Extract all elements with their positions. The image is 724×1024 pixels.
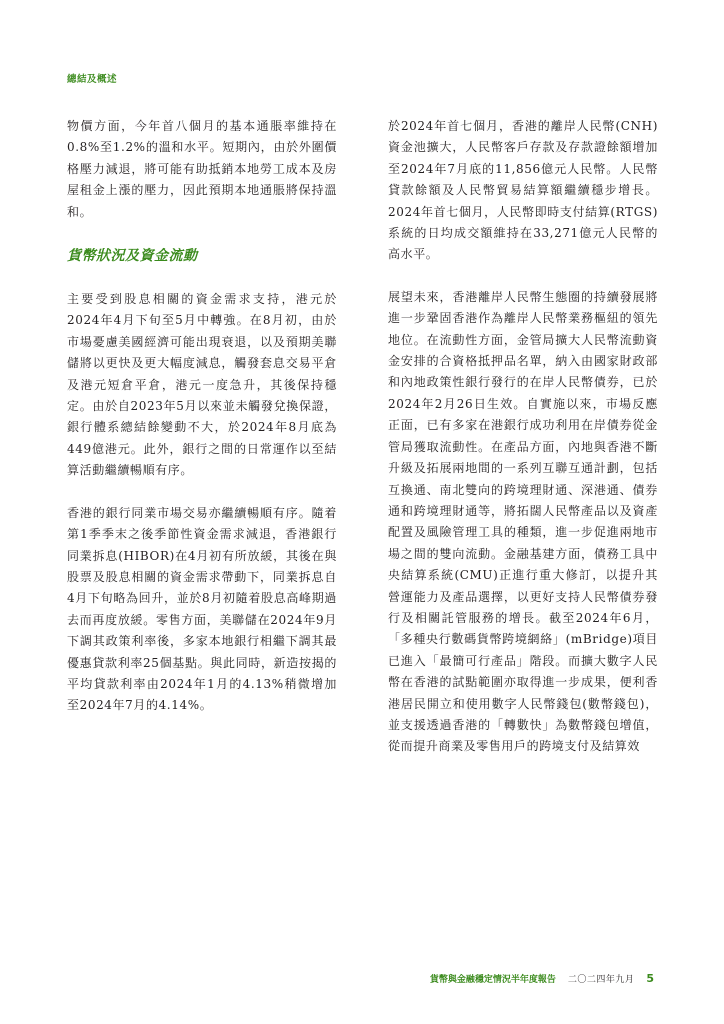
paragraph-cnh-liquidity: 於2024年首七個月，香港的離岸人民幣(CNH)資金池擴大，人民幣客戶存款及存款證餘額增加至2024年7月底的11,856億元人民幣。人民幣貸款餘額及人民幣貿易結算額繼續穩步增長。2024年首七個月，人民幣即時支付結算(RTGS)系統的日均成交額維持在33,271億元人民幣的高水平。 bbox=[388, 119, 658, 262]
section-heading-monetary-conditions: 貨幣狀況及資金流動 bbox=[67, 248, 198, 265]
footer-report-title: 貨幣與金融穩定情況半年度報告 bbox=[429, 975, 556, 985]
paragraph-gap bbox=[67, 482, 337, 503]
right-column bbox=[388, 116, 658, 758]
paragraph-hkd-exchange: 主要受到股息相關的資金需求支持，港元於2024年4月下旬至5月中轉強。在8月初，由於市場憂慮美國經濟可能出現衰退，以及預期美聯儲將以更快及更大幅度減息，觸發套息交易平倉及港元短倉平倉，港元一度急升，其後保持穩定。由於自2023年5月以來並未觸發兌換保證，銀行體系總結餘變動不大，於2024年8月底為449億港元。此外，銀行之間的日常運作以至結算活動繼續暢順有序。 bbox=[67, 292, 337, 478]
paragraph-interbank-market: 香港的銀行同業市場交易亦繼續暢順有序。隨着第1季季末之後季節性資金需求減退，香港銀行同業拆息(HIBOR)在4月初有所放緩，其後在與股票及股息相關的資金需求帶動下，同業拆息自4月下旬略為回升，並於8月初隨着股息高峰期過去而再度放緩。零售方面，美聯儲在2024年9月下調其政策利率後，多家本地銀行相繼下調其最優惠貸款利率25個基點。與此同時，新造按揭的平均貸款利率由2024年1月的4.13%稍微增加至2024年7月的4.14%。 bbox=[67, 505, 337, 713]
page-number: 5 bbox=[646, 972, 654, 985]
paragraph-gap bbox=[67, 223, 337, 244]
paragraph-inflation: 物價方面，今年首八個月的基本通脹率維持在0.8%至1.2%的溫和水平。短期內，由於外圍價格壓力減退，將可能有助抵銷本地勞工成本及房屋租金上漲的壓力，因此預期本地通脹將保持溫和。 bbox=[67, 119, 337, 219]
footer-date: 二〇二四年九月 bbox=[567, 975, 635, 985]
paragraph-rmb-outlook: 展望未來，香港離岸人民幣生態圈的持續發展將進一步鞏固香港作為離岸人民幣業務樞紐的領先地位。在流動性方面，金管局擴大人民幣流動資金安排的合資格抵押品名單，納入由國家財政部和內地政策性銀行發行的在岸人民幣債券，已於2024年2月26日生效。自實施以來，市場反應正面，已有多家在港銀行成功利用在岸債券從金管局獲取流動性。在產品方面，內地與香港不斷升級及拓展兩地間的一系列互聯互通計劃，包括互換通、南北雙向的跨境理財通、深港通、債券通和跨境理財通等，將拓闊人民幣產品以及資產配置及風險管理工具的種類，進一步促進兩地市場之間的雙向流動。金融基建方面，債務工具中央結算系統(CMU)正進行重大修訂，以提升其營運能力及產品選擇，以更好支持人民幣債券發行及相關託管服務的增長。截至2024年6月，「多種央行數碼貨幣跨境網絡」(mBridge)項目已進入「最簡可行產品」階段。而擴大數字人民幣在香港的試點範圍亦取得進一步成果，便利香港居民開立和使用數字人民幣錢包(數幣錢包)，並支援透過香港的「轉數快」為數幣錢包增值，從而提升商業及零售用戶的跨境支付及結算效 bbox=[388, 289, 658, 754]
left-column bbox=[67, 116, 337, 717]
paragraph-gap bbox=[388, 266, 658, 287]
running-head-section-label: 總結及概述 bbox=[67, 74, 118, 85]
page-footer bbox=[430, 972, 654, 985]
paragraph-gap bbox=[67, 268, 337, 289]
